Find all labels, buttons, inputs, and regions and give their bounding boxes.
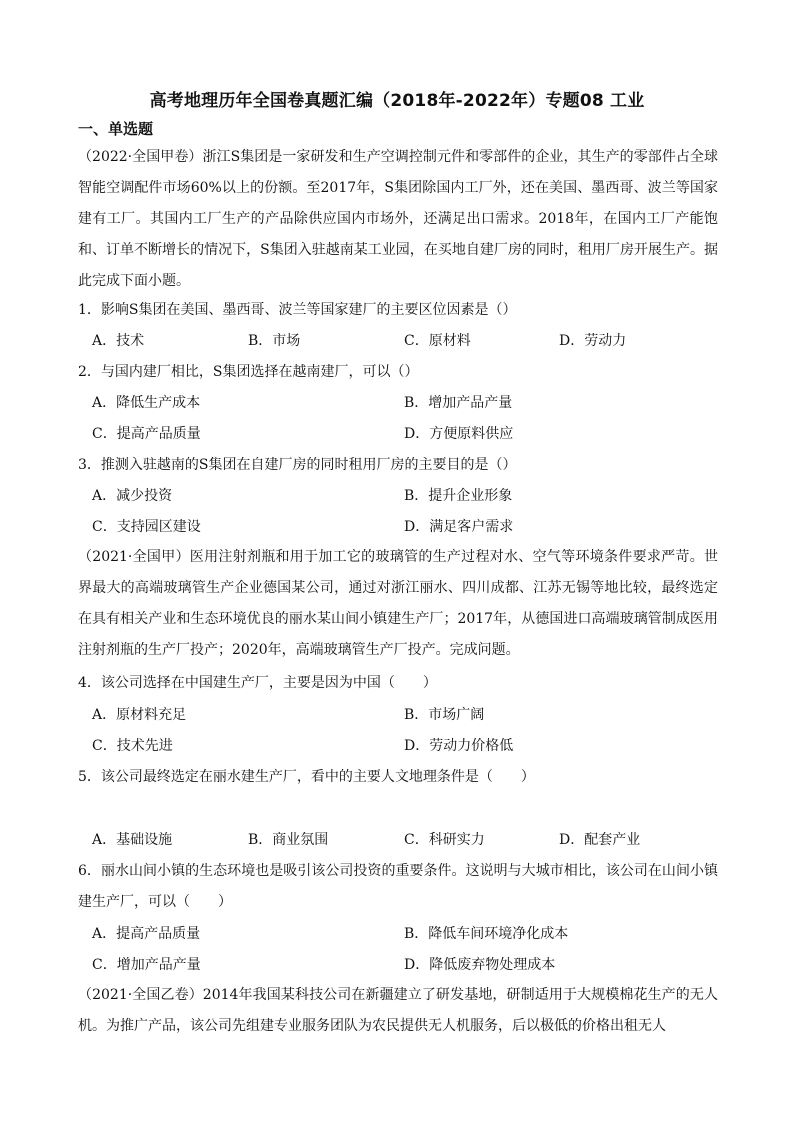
question-1-stem: 1．影响S集团在美国、墨西哥、波兰等国家建厂的主要区位因素是（） xyxy=(78,302,517,318)
question-2-stem: 2．与国内建厂相比，S集团选择在越南建厂，可以（） xyxy=(78,364,419,380)
question-5-option-b: B．商业氛围 xyxy=(248,832,329,848)
question-3-option-d: D．满足客户需求 xyxy=(404,519,514,535)
question-5-option-a: A．基础设施 xyxy=(92,832,173,848)
question-6-option-c: C．增加产品产量 xyxy=(92,957,201,973)
question-2-option-a: A．降低生产成本 xyxy=(92,395,201,411)
question-1-option-d: D．劳动力 xyxy=(559,333,627,349)
question-3-option-b: B．提升企业形象 xyxy=(404,488,513,504)
question-5-option-d: D．配套产业 xyxy=(559,832,641,848)
question-1-option-a: A．技术 xyxy=(92,333,145,349)
question-4-option-c: C．技术先进 xyxy=(92,738,173,754)
passage-3: （2021·全国乙卷）2014年我国某科技公司在新疆建立了研发基地，研制适用于大规模棉花生产的无人机。为推广产品，该公司先组建专业服务团队为农民提供无人机服务，后以极低的价格出租无人 xyxy=(78,987,718,1034)
question-6-option-b: B．降低车间环境净化成本 xyxy=(404,926,569,942)
document-title: 高考地理历年全国卷真题汇编（2018年-2022年）专题08 工业 xyxy=(149,91,645,111)
question-5-stem: 5．该公司最终选定在丽水建生产厂，看中的主要人文地理条件是（ ） xyxy=(78,769,535,785)
section-heading: 一、单选题 xyxy=(78,120,154,138)
question-3-option-a: A．减少投资 xyxy=(92,488,173,504)
question-2-option-c: C．提高产品质量 xyxy=(92,426,201,442)
question-4-option-d: D．劳动力价格低 xyxy=(404,738,514,754)
question-3-option-c: C．支持园区建设 xyxy=(92,519,201,535)
question-3-stem: 3．推测入驻越南的S集团在自建厂房的同时租用厂房的主要目的是（） xyxy=(78,457,517,473)
question-1-option-b: B．市场 xyxy=(248,333,301,349)
question-2-option-b: B．增加产品产量 xyxy=(404,395,513,411)
question-1-option-c: C．原材料 xyxy=(404,333,471,349)
passage-1: （2022·全国甲卷）浙江S集团是一家研发和生产空调控制元件和零部件的企业，其生产的零部件占全球智能空调配件市场60%以上的份额。至2017年，S集团除国内工厂外，还在美国、墨西哥、波兰等国家建有工厂。其国内工厂生产的产品除供应国内市场外，还满足出口需求。2018年，在国内工厂产能饱和、订单不断增长的情况下，S集团入驻越南某工业园，在买地自建厂房的同时，租用厂房开展生产。据此完成下面小题。 xyxy=(78,149,718,289)
question-6-option-d: D．降低废弃物处理成本 xyxy=(404,957,556,973)
passage-2: （2021·全国甲）医用注射剂瓶和用于加工它的玻璃管的生产过程对水、空气等环境条件要求严苛。世界最大的高端玻璃管生产企业德国某公司，通过对浙江丽水、四川成都、江苏无锡等地比较，最终选定在具有相关产业和生态环境优良的丽水某山间小镇建生产厂；2017年，从德国进口高端玻璃管制成医用注射剂瓶的生产厂投产；2020年，高端玻璃管生产厂投产。完成问题。 xyxy=(78,549,718,658)
question-4-option-a: A．原材料充足 xyxy=(92,707,187,723)
question-6-stem: 6．丽水山间小镇的生态环境也是吸引该公司投资的重要条件。这说明与大城市相比，该公司在山间小镇建生产厂，可以（ ） xyxy=(78,863,718,910)
question-5-option-c: C．科研实力 xyxy=(404,832,485,848)
question-4-stem: 4．该公司选择在中国建生产厂，主要是因为中国（ ） xyxy=(78,675,437,691)
question-2-option-d: D．方便原料供应 xyxy=(404,426,514,442)
question-6-option-a: A．提高产品质量 xyxy=(92,926,201,942)
question-4-option-b: B．市场广阔 xyxy=(404,707,485,723)
